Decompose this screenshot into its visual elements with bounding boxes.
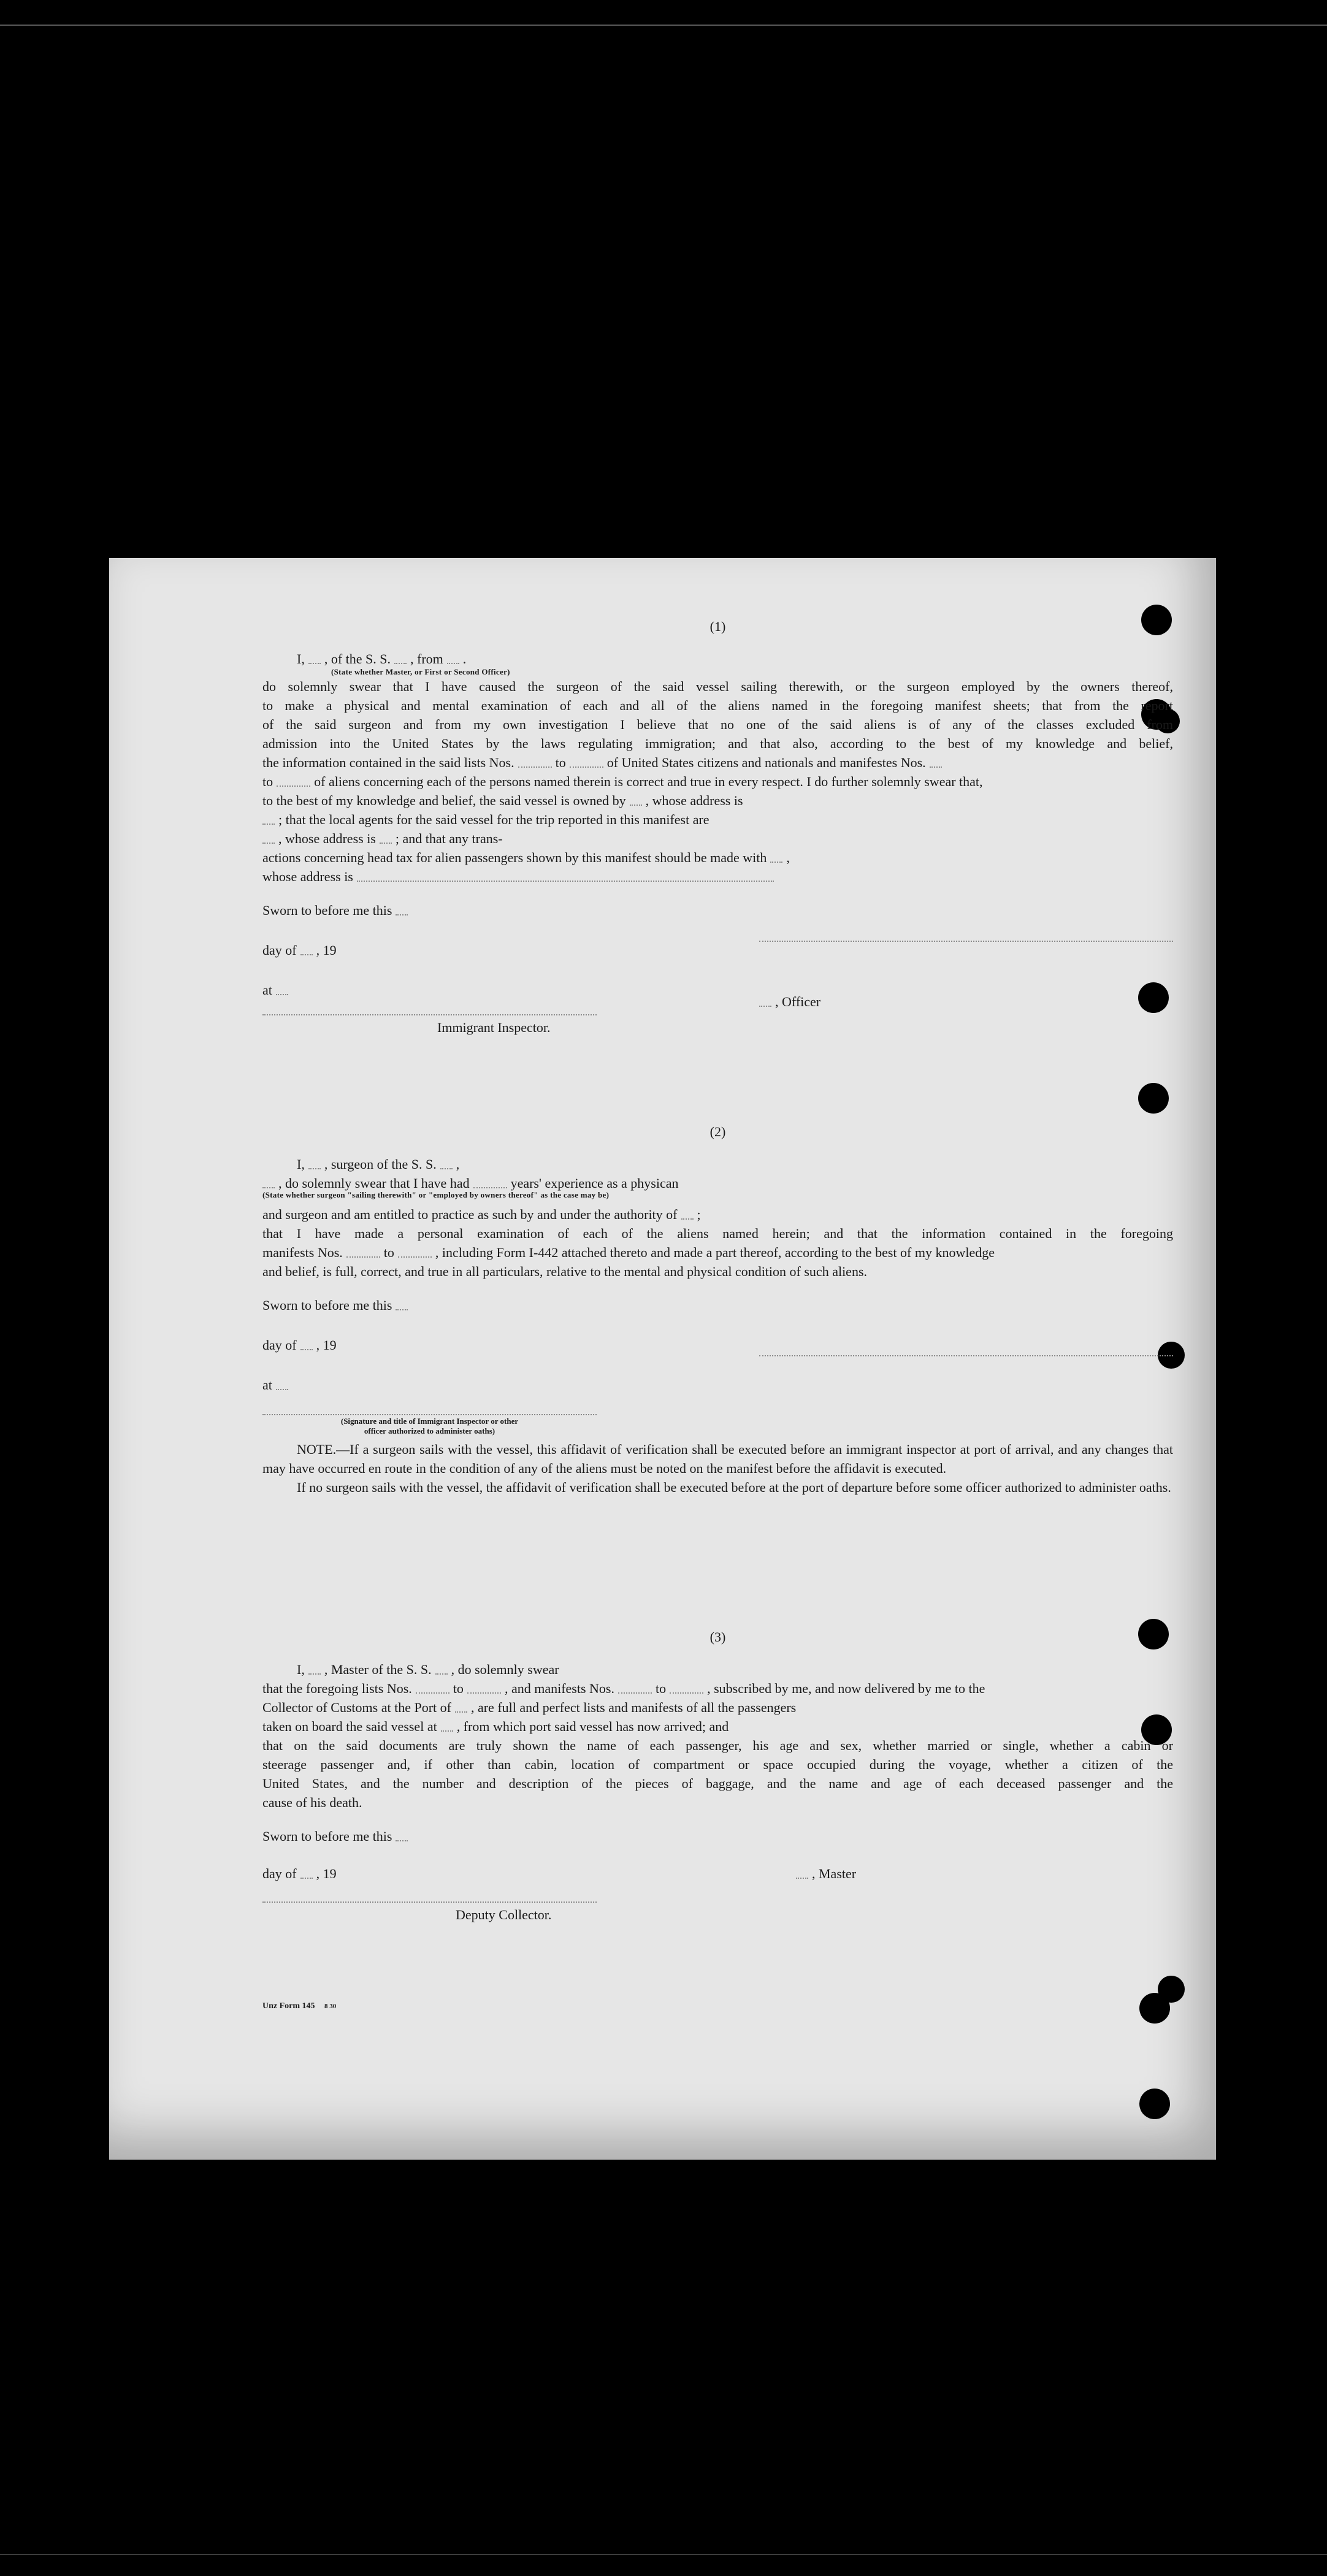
officer-signature-field[interactable] <box>759 1006 771 1007</box>
officer-signature-line-1[interactable] <box>759 941 1173 942</box>
surgeon-caption: (State whether surgeon "sailing therewith" or "employed by owners thereof" as the case may be) <box>262 1190 610 1199</box>
head-tax-agent-field[interactable] <box>770 862 782 863</box>
authority-field[interactable] <box>681 1218 694 1220</box>
section-3-body-line: that on the said documents are truly shown the name of each passenger, his age and sex, whether married or single, whether a cabin or <box>262 1738 1173 1753</box>
note-paragraph-2: If no surgeon sails with the vessel, the affidavit of verification shall be executed before at the port of departure before some officer authorized to administer oaths. <box>297 1480 1171 1495</box>
surgeon-signature-line[interactable] <box>759 1355 1173 1356</box>
lists-from-field[interactable] <box>518 766 552 768</box>
surgeon-name-field[interactable] <box>308 1168 321 1169</box>
section-3-lists-line: that the foregoing lists Nos. to , and manifests Nos. to , subscribed by me, and now delivered by me to the <box>262 1681 985 1696</box>
form-page <box>109 558 1216 2160</box>
at-place-field[interactable] <box>276 994 288 995</box>
day-of-field[interactable] <box>300 954 313 955</box>
from-port-field[interactable] <box>447 663 459 664</box>
section-1-body-line: admission into the United States by the laws regulating immigration; and that also, according to the best of my knowledge and belief, <box>262 736 1173 751</box>
departure-port-field[interactable] <box>441 1730 453 1732</box>
section-2-sworn-line: Sworn to before me this <box>262 1296 606 1315</box>
section-2-authority-line: and surgeon and am entitled to practice as such by and under the authority of ; <box>262 1207 701 1222</box>
at-place-field-2[interactable] <box>276 1389 288 1390</box>
section-2-exam-line: that I have made a personal examination of each of the aliens named herein; and that the information contained in the foregoing <box>262 1226 1173 1241</box>
day-of-field-3[interactable] <box>300 1878 313 1879</box>
form-id: Unz Form 145 8 30 <box>262 2001 337 2011</box>
owner-address-field[interactable] <box>262 824 275 825</box>
surgeon-vessel-field[interactable] <box>440 1168 453 1169</box>
top-border-line <box>0 25 1327 26</box>
manifests-from-field-3[interactable] <box>618 1692 652 1694</box>
binder-hole <box>1139 1993 1170 2024</box>
section-3-day-line: day of , 19 <box>262 1866 337 1881</box>
section-3-last-line: cause of his death. <box>262 1795 362 1810</box>
section-2-day-line: day of , 19 <box>262 1337 337 1353</box>
inspector-title: Immigrant Inspector. <box>437 1020 551 1035</box>
manifests-from-field-2[interactable] <box>346 1256 380 1258</box>
section-1-agents-line: ; that the local agents for the said vessel for the trip reported in this manifest are <box>262 810 1173 829</box>
section-3-taken-line: taken on board the said vessel at , from which port said vessel has now arrived; and <box>262 1719 729 1734</box>
section-3-sworn-line: Sworn to before me this <box>262 1827 606 1846</box>
section-3-collector-line: Collector of Customs at the Port of , are full and perfect lists and manifests of all the passengers <box>262 1700 797 1715</box>
master-vessel-field[interactable] <box>435 1673 448 1675</box>
signature-caption-line-2: officer authorized to administer oaths) <box>364 1426 495 1435</box>
section-1-sworn-line: Sworn to before me this <box>262 901 606 920</box>
section-1-whose-line: whose address is <box>262 867 1173 886</box>
section-2-manifest-line: manifests Nos. to , including Form I-442 attached thereto and made a part thereof, according to the best of my knowledge <box>262 1245 995 1260</box>
years-experience-field[interactable] <box>473 1187 507 1188</box>
section-2 <box>262 1122 1173 1497</box>
section-1-headtax-line: actions concerning head tax for alien passengers shown by this manifest should be made with , <box>262 850 790 865</box>
section-1-info-line: the information contained in the said lists Nos. to of United States citizens and nationals and manifestes Nos. <box>262 753 1173 772</box>
deputy-signature-line[interactable] <box>262 1901 597 1903</box>
lists-from-field-3[interactable] <box>416 1692 449 1694</box>
binder-hole <box>1138 1083 1169 1114</box>
section-1-aliens-line: to of aliens concerning each of the persons named therein is correct and true in every respect. I do further solemnly swear that, <box>262 774 983 789</box>
manifests-to-field[interactable] <box>277 785 310 787</box>
section-1-officer-signature: , Officer <box>759 992 1173 1011</box>
section-1-body-line: do solemnly swear that I have caused the surgeon of the said vessel sailing therewith, or the surgeon employed by the owners thereof, <box>262 679 1173 694</box>
section-2-heading: (2) <box>709 1124 726 1139</box>
manifests-to-field-3[interactable] <box>670 1692 703 1694</box>
master-name-field[interactable] <box>308 1673 321 1675</box>
section-1-heading: (1) <box>709 619 726 634</box>
signature-caption-line-1: (Signature and title of Immigrant Inspector or other <box>340 1416 519 1426</box>
local-agents-field[interactable] <box>262 843 275 844</box>
agents-address-field[interactable] <box>380 843 392 844</box>
section-1-body-line: to make a physical and mental examination of each and all of the aliens named in the foregoing manifest sheets; that from the report <box>262 698 1173 713</box>
section-2-at-line: at <box>262 1375 597 1394</box>
section-2-surgeon-line: I, , surgeon of the S. S. , <box>297 1156 460 1172</box>
officer-name-field[interactable] <box>308 663 321 664</box>
section-2-experience-line: , do solemnly swear that I have had years' experience as a physican <box>262 1174 1173 1193</box>
section-3-heading: (3) <box>709 1629 726 1645</box>
section-1-agents-address-line: , whose address is ; and that any trans- <box>262 829 1173 848</box>
section-1-day-line: day of , 19 <box>262 942 337 958</box>
section-3-master-line: I, , Master of the S. S. , do solemnly swear <box>297 1662 559 1677</box>
vessel-name-field[interactable] <box>394 663 407 664</box>
section-3-body-line: steerage passenger and, if other than cabin, location of compartment or space occupied during the voyage, whether a citizen of the <box>262 1757 1173 1772</box>
master-signature-field[interactable] <box>796 1878 808 1879</box>
section-2-last-line: and belief, is full, correct, and true in all particulars, relative to the mental and physical condition of such aliens. <box>262 1264 868 1279</box>
lists-to-field-3[interactable] <box>467 1692 501 1694</box>
section-1-at-line: at <box>262 980 597 999</box>
inspector-signature-line[interactable] <box>262 1014 597 1015</box>
binder-hole <box>1139 2089 1170 2119</box>
port-field[interactable] <box>455 1711 467 1713</box>
note-paragraph-1: NOTE.—If a surgeon sails with the vessel, this affidavit of verification shall be executed before an immigrant inspector at port of arrival, and any changes that may have occurred en route in the condition of any of the aliens must be noted on the manifest before the affidavit is executed. <box>262 1442 1173 1476</box>
day-of-field-2[interactable] <box>300 1349 313 1350</box>
sworn-date-field[interactable] <box>396 914 408 915</box>
officer-caption: (State whether Master, or First or Second Officer) <box>331 667 510 676</box>
deputy-title: Deputy Collector. <box>456 1907 552 1922</box>
manifests-from-field[interactable] <box>930 766 942 768</box>
sworn-date-field-3[interactable] <box>396 1840 408 1841</box>
section-3-body-line: United States, and the number and description of the pieces of baggage, and the name and age of each deceased passenger and the <box>262 1776 1173 1791</box>
sworn-date-field-2[interactable] <box>396 1309 408 1310</box>
section-1-body-line: of the said surgeon and from my own investigation I believe that no one of the said aliens is of any of the classes excluded from <box>262 717 1173 732</box>
section-1-owner-line: to the best of my knowledge and belief, the said vessel is owned by , whose address is <box>262 793 743 808</box>
surgeon-status-field[interactable] <box>262 1187 275 1188</box>
section-3 <box>262 1627 1173 1924</box>
section-1-officer-line: I, , of the S. S. , from . <box>297 651 467 667</box>
bottom-border-line <box>0 2554 1327 2555</box>
section-3-master-signature: , Master <box>796 1864 1173 1883</box>
head-tax-address-field[interactable] <box>357 881 774 882</box>
lists-to-field[interactable] <box>570 766 603 768</box>
inspector-signature-line-2[interactable] <box>262 1414 597 1415</box>
vessel-owner-field[interactable] <box>630 805 642 806</box>
manifests-to-field-2[interactable] <box>398 1256 432 1258</box>
section-1 <box>262 617 1173 1037</box>
